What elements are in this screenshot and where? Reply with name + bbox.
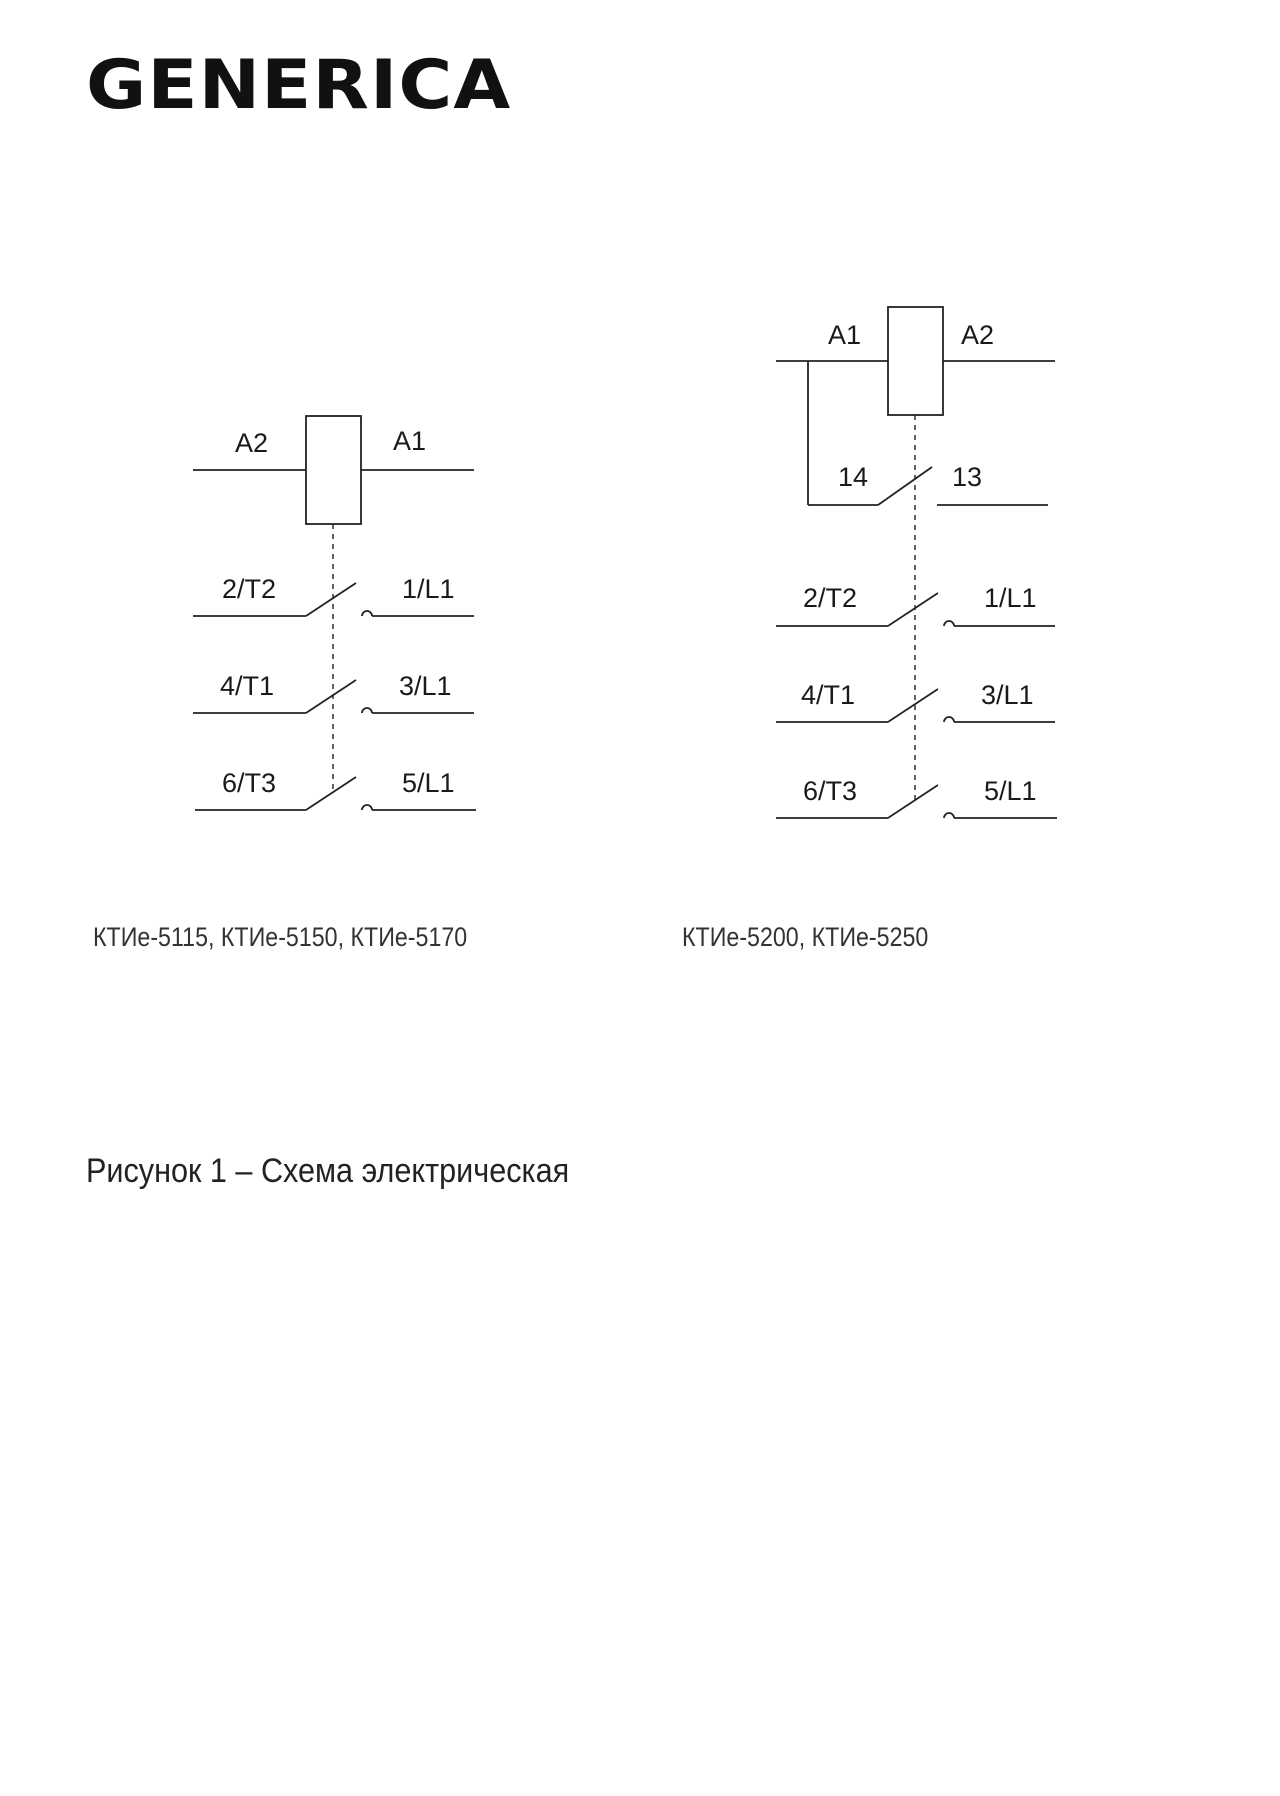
- contact-blade: [888, 689, 938, 722]
- contact-terminal: [944, 717, 954, 722]
- contact-blade: [306, 583, 356, 616]
- contact-blade: [888, 785, 938, 818]
- contact-blade: [306, 777, 356, 810]
- schematic-left: [193, 416, 476, 810]
- contact-blade: [306, 680, 356, 713]
- contact-label-left: 6/T3: [803, 776, 858, 806]
- figure-caption: Рисунок 1 – Схема электрическая: [86, 1152, 570, 1190]
- contact-terminal: [362, 708, 372, 713]
- coil-label-right: A1: [393, 426, 427, 456]
- contact-label-right: 5/L1: [402, 768, 455, 798]
- schematic-right: [776, 307, 1057, 818]
- models-caption-left: КТИе-5115, КТИе-5150, КТИе-5170: [93, 922, 468, 952]
- aux-contact-label-right: 13: [952, 462, 983, 492]
- coil-label-left: A2: [235, 428, 269, 458]
- coil-label-left: A1: [828, 320, 862, 350]
- contact-label-left: 2/T2: [803, 583, 858, 613]
- generica-logo: GENERICA: [86, 46, 512, 125]
- contact-label-left: 4/T1: [220, 671, 275, 701]
- contact-label-right: 5/L1: [984, 776, 1037, 806]
- contact-terminal: [362, 805, 372, 810]
- models-caption-right: КТИе-5200, КТИе-5250: [682, 922, 929, 952]
- contact-blade: [888, 593, 938, 626]
- contact-label-left: 2/T2: [222, 574, 277, 604]
- contact-terminal: [944, 813, 954, 818]
- contact-label-left: 6/T3: [222, 768, 277, 798]
- aux-contact-blade: [878, 467, 932, 505]
- contact-label-right: 3/L1: [399, 671, 452, 701]
- contact-label-left: 4/T1: [801, 680, 856, 710]
- coil-box: [888, 307, 943, 415]
- contact-label-right: 3/L1: [981, 680, 1034, 710]
- coil-label-right: A2: [961, 320, 995, 350]
- contact-label-right: 1/L1: [984, 583, 1037, 613]
- contact-terminal: [362, 611, 372, 616]
- contact-terminal: [944, 621, 954, 626]
- contact-label-right: 1/L1: [402, 574, 455, 604]
- aux-contact-label-left: 14: [838, 462, 869, 492]
- coil-box: [306, 416, 361, 524]
